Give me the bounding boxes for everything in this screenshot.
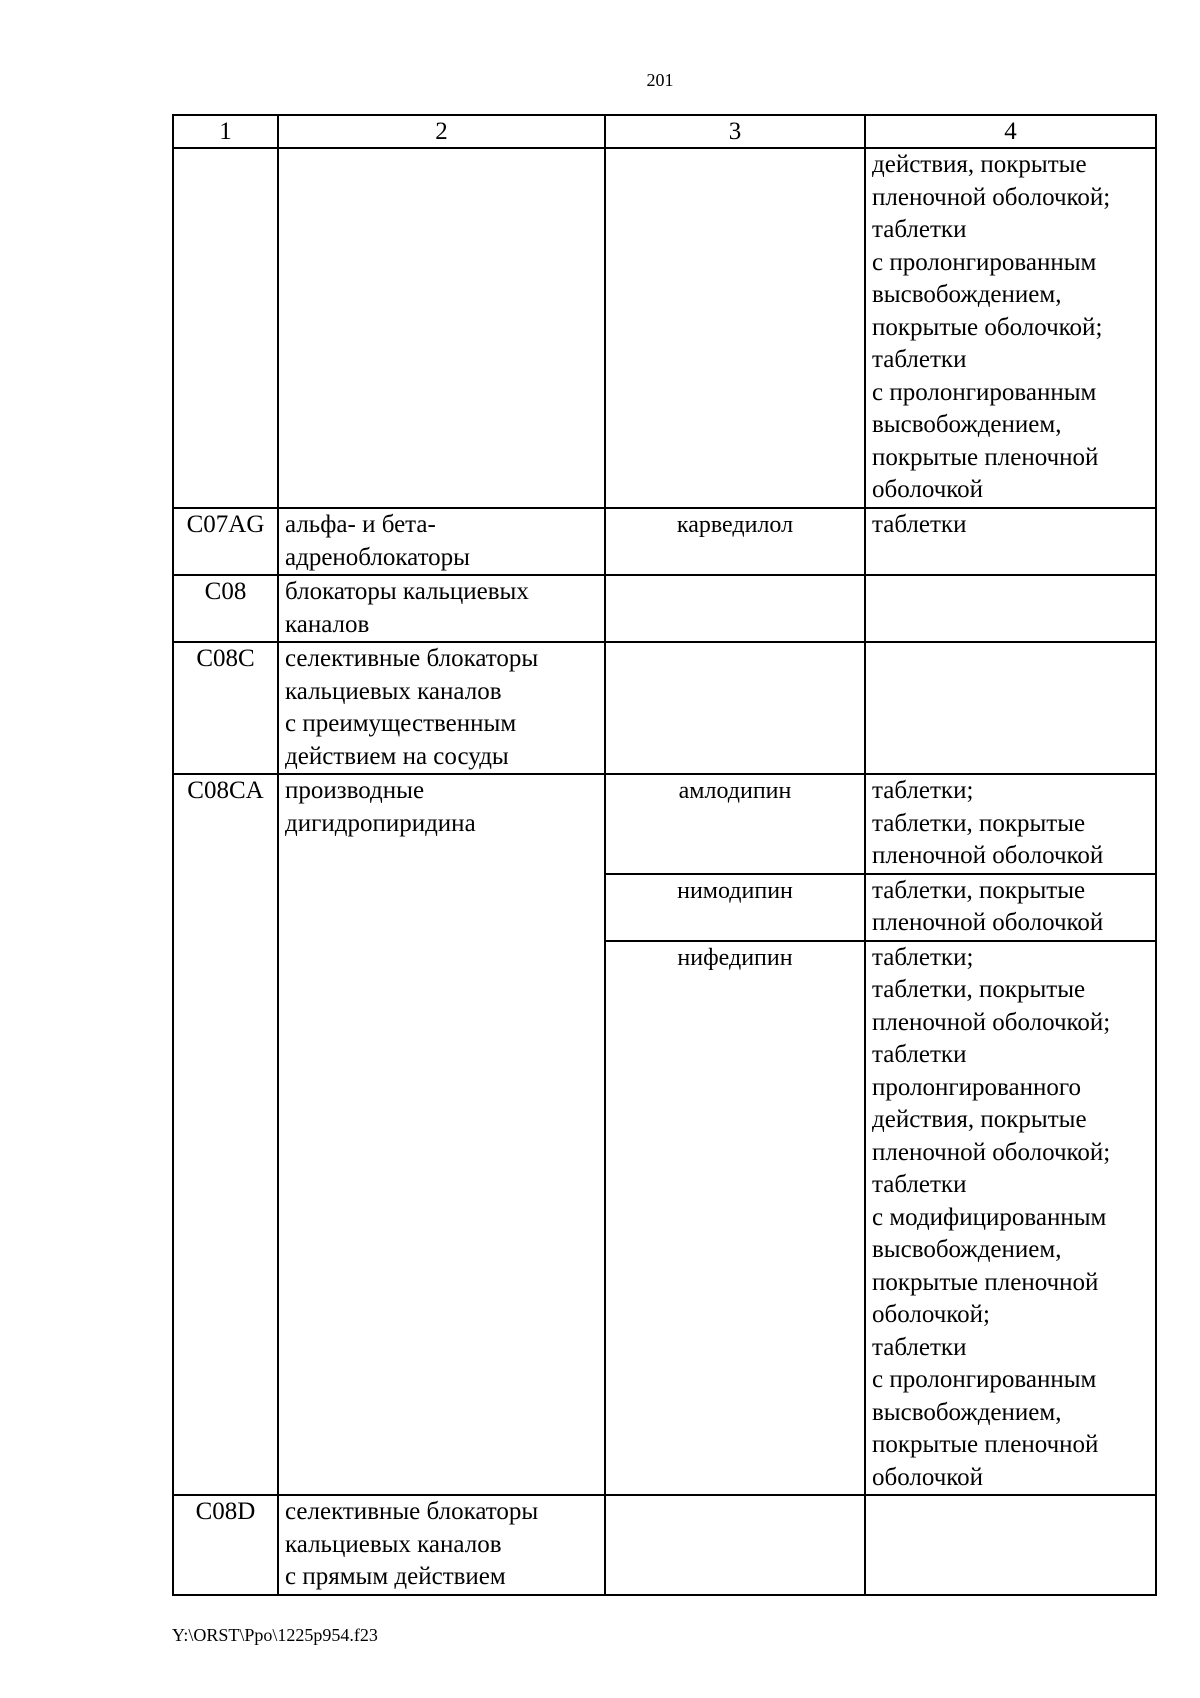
form-line: с пролонгированным	[872, 1366, 1097, 1393]
form-line: с пролонгированным	[872, 378, 1097, 406]
form-line: высвобождением,	[872, 1236, 1062, 1263]
header-col-2: 2	[278, 115, 605, 148]
forms-cell	[865, 575, 1156, 642]
form-line: покрытые пленочной	[872, 1268, 1099, 1296]
group-name-line: селективные блокаторы	[285, 645, 539, 672]
group-name-line: каналов	[285, 610, 370, 638]
form-line: таблетки	[872, 346, 967, 373]
group-name-line: дигидропиридина	[285, 809, 476, 837]
group-name-cell	[278, 575, 605, 642]
code-cell: C08D	[173, 1495, 278, 1595]
drug-cell	[605, 148, 865, 508]
drug-cell	[605, 1495, 865, 1595]
group-name-line: адреноблокаторы	[285, 543, 470, 571]
drug-table	[172, 114, 1157, 1596]
group-name-line: селективные блокаторы	[285, 1498, 539, 1525]
code-cell: C08C	[173, 642, 278, 774]
code-cell	[173, 148, 278, 508]
group-name-cell	[278, 642, 605, 774]
table-row-c08	[173, 575, 1156, 642]
form-line: высвобождением,	[872, 411, 1062, 438]
drug-cell: нимодипин	[605, 874, 865, 941]
group-name-line: производные	[285, 777, 425, 804]
group-name-cell	[278, 148, 605, 508]
table-row-c07ag	[173, 508, 1156, 575]
table-row-c08c	[173, 642, 1156, 774]
form-line: таблетки	[872, 216, 967, 243]
form-line: пленочной оболочкой;	[872, 183, 1111, 211]
code-cell: C08CA	[173, 774, 278, 1495]
form-line: пленочной оболочкой;	[872, 1138, 1111, 1166]
form-line: таблетки	[872, 1333, 967, 1361]
header-col-4: 4	[865, 115, 1156, 148]
forms-cell	[865, 774, 1156, 874]
group-name-line: альфа- и бета-	[285, 511, 436, 538]
group-name-cell	[278, 508, 605, 575]
form-line: покрытые пленочной	[872, 443, 1099, 471]
form-line: пленочной оболочкой;	[872, 1008, 1111, 1036]
forms-cell	[865, 148, 1156, 508]
table-row-c08ca	[173, 774, 1156, 874]
form-line: таблетки;	[872, 943, 974, 971]
forms-cell	[865, 1495, 1156, 1595]
forms-cell	[865, 508, 1156, 575]
form-line: пленочной оболочкой	[872, 909, 1104, 936]
group-name-line: кальциевых каналов	[285, 1530, 502, 1558]
form-line: таблетки	[872, 1171, 967, 1198]
form-line: с пролонгированным	[872, 248, 1097, 276]
form-line: пролонгированного	[872, 1073, 1081, 1101]
forms-cell	[865, 642, 1156, 774]
forms-cell	[865, 941, 1156, 1496]
drug-cell: карведилол	[605, 508, 865, 575]
form-line: покрытые оболочкой;	[872, 313, 1103, 341]
form-line: с модифицированным	[872, 1203, 1107, 1231]
form-line: действия, покрытые	[872, 1106, 1087, 1133]
header-col-3: 3	[605, 115, 865, 148]
code-cell: C07AG	[173, 508, 278, 575]
form-line: таблетки	[872, 1041, 967, 1068]
form-line: таблетки, покрытые	[872, 876, 1086, 904]
form-line: оболочкой;	[872, 1301, 990, 1328]
form-line: высвобождением,	[872, 281, 1062, 308]
form-line: таблетки;	[872, 777, 974, 804]
group-name-line: блокаторы кальциевых	[285, 578, 529, 605]
forms-cell	[865, 874, 1156, 941]
group-name-cell	[278, 1495, 605, 1595]
code-cell: C08	[173, 575, 278, 642]
form-line: оболочкой	[872, 476, 984, 503]
form-line: таблетки	[872, 511, 967, 538]
header-col-1: 1	[173, 115, 278, 148]
group-name-line: с преимущественным	[285, 710, 517, 737]
table-row-continued	[173, 148, 1156, 508]
form-line: таблетки, покрытые	[872, 976, 1086, 1003]
drug-cell: нифедипин	[605, 941, 865, 1496]
form-line: оболочкой	[872, 1463, 984, 1491]
form-line: пленочной оболочкой	[872, 842, 1104, 869]
group-name-line: действием на сосуды	[285, 742, 509, 770]
form-line: высвобождением,	[872, 1398, 1062, 1426]
drug-cell	[605, 642, 865, 774]
group-name-cell	[278, 774, 605, 1495]
footer-file-path: Y:\ORST\Ppo\1225p954.f23	[172, 1625, 378, 1645]
group-name-line: кальциевых каналов	[285, 677, 502, 705]
drug-cell: амлодипин	[605, 774, 865, 874]
table-row-c08d	[173, 1495, 1156, 1595]
page-number: 201	[646, 70, 674, 90]
form-line: покрытые пленочной	[872, 1431, 1099, 1458]
group-name-line: с прямым действием	[285, 1563, 506, 1590]
form-line: действия, покрытые	[872, 151, 1087, 178]
table-header-row	[173, 115, 1156, 148]
drug-cell	[605, 575, 865, 642]
form-line: таблетки, покрытые	[872, 809, 1086, 837]
